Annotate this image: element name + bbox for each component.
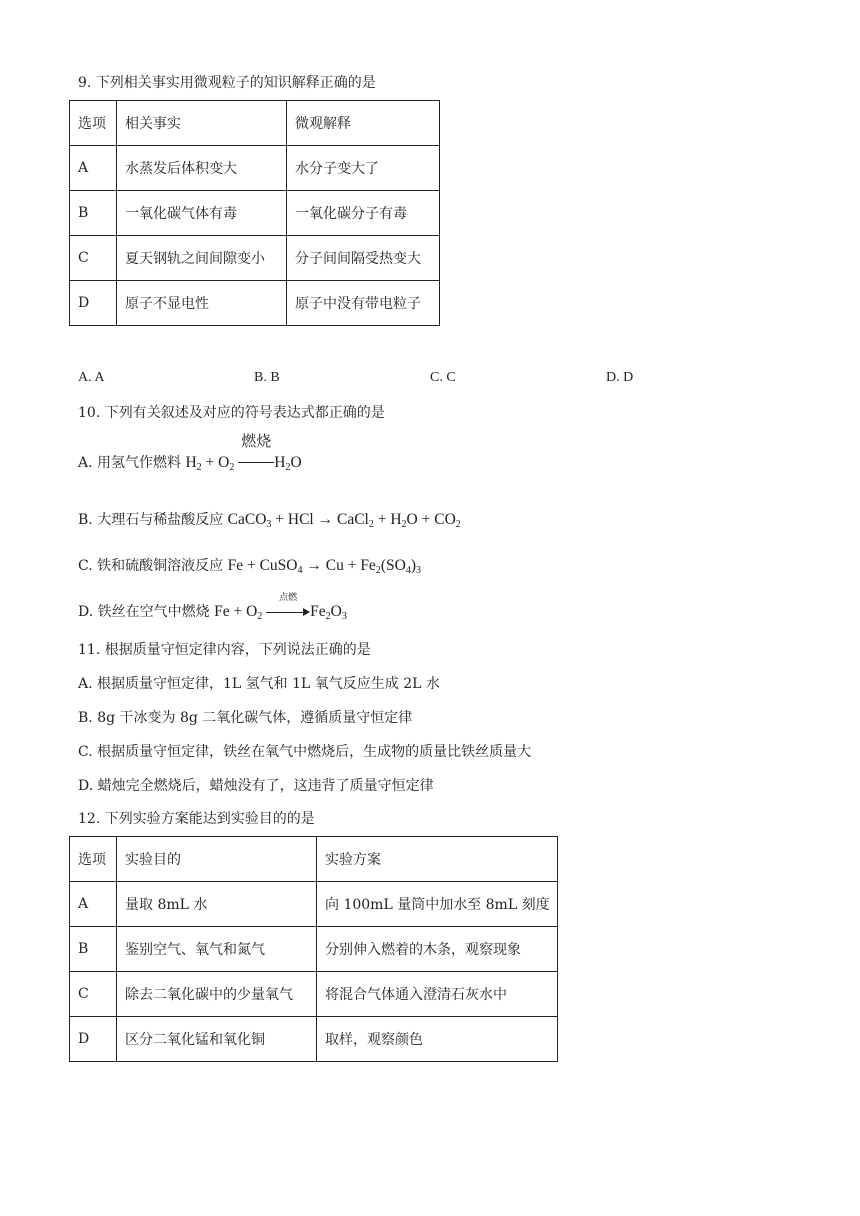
option-text: D. 铁丝在空气中燃烧 (78, 604, 210, 620)
q12-stem: 12. 下列实验方案能达到实验目的的是 (78, 811, 315, 827)
q11-option-b[interactable]: B. 8g 干冰变为 8g 二氧化碳气体，遵循质量守恒定律 (78, 710, 413, 726)
option-text: B. 大理石与稀盐酸反应 (78, 512, 224, 528)
q9-option-c[interactable]: C. C (430, 370, 456, 385)
table-cell: 取样，观察颜色 (317, 1017, 558, 1062)
table-cell: A (70, 146, 117, 191)
table-row (70, 236, 440, 281)
q11-stem: 11. 根据质量守恒定律内容，下列说法正确的是 (78, 642, 371, 658)
table-cell: B (70, 927, 117, 972)
table-cell: 一氧化碳分子有毒 (287, 191, 440, 236)
table-cell: 量取 8mL 水 (117, 882, 317, 927)
q11-option-a[interactable]: A. 根据质量守恒定律，1L 氢气和 1L 氧气反应生成 2L 水 (78, 676, 440, 692)
table-header-cell: 实验目的 (117, 837, 317, 882)
table-cell: 除去二氧化碳中的少量氧气 (117, 972, 317, 1017)
q10-stem: 10. 下列有关叙述及对应的符号表达式都正确的是 (78, 405, 385, 421)
table-cell: 水分子变大了 (287, 146, 440, 191)
q9-option-a[interactable]: A. A (78, 370, 105, 385)
equation-c: Fe + CuSO$_4$ → $Cu + Fe_2(SO_4)_3$ (227, 557, 421, 576)
table-cell: 一氧化碳气体有毒 (117, 191, 287, 236)
table-row (70, 882, 558, 927)
q9-option-d[interactable]: D. D (606, 370, 634, 385)
table-cell: B (70, 191, 117, 236)
table-header-cell: 选项 (70, 101, 117, 146)
table-cell: 原子中没有带电粒子 (287, 281, 440, 326)
table-cell: 夏天钢轨之间间隙变小 (117, 236, 287, 281)
table-cell: C (70, 236, 117, 281)
table-cell: 分子间间隔受热变大 (287, 236, 440, 281)
equation-a: $H_2 + O_2$ 燃烧 $H_2O$ (185, 434, 302, 473)
q12-table (69, 836, 558, 1062)
reaction-condition: 点燃 (279, 592, 298, 602)
table-cell: 将混合气体通入澄清石灰水中 (317, 972, 558, 1017)
table-header-cell: 选项 (70, 837, 117, 882)
table-cell: 原子不显电性 (117, 281, 287, 326)
q10-option-a[interactable] (78, 434, 302, 473)
table-row (70, 1017, 558, 1062)
equation-b: CaCO$_3$ + HCl → CaCl$_2$ + $H_2O + CO_2$ (227, 511, 461, 530)
table-row (70, 146, 440, 191)
q11-option-c[interactable]: C. 根据质量守恒定律，铁丝在氧气中燃烧后，生成物的质量比铁丝质量大 (78, 744, 532, 760)
table-row (70, 281, 440, 326)
table-cell: 鉴别空气、氧气和氮气 (117, 927, 317, 972)
table-cell: 分别伸入燃着的木条，观察现象 (317, 927, 558, 972)
table-row (70, 972, 558, 1017)
table-cell: 区分二氧化锰和氧化铜 (117, 1017, 317, 1062)
option-text: A. 用氢气作燃料 (78, 455, 182, 471)
q9-option-b[interactable]: B. B (254, 370, 280, 385)
table-row (70, 927, 558, 972)
equation-d: $Fe + O_2$ 点燃 $Fe_2O_3$ (214, 592, 347, 622)
table-cell: C (70, 972, 117, 1017)
table-header-cell: 相关事实 (117, 101, 287, 146)
table-cell: D (70, 1017, 117, 1062)
q10-option-d[interactable] (78, 592, 347, 622)
table-header-cell: 微观解释 (287, 101, 440, 146)
q9-table (69, 100, 440, 326)
table-header-row (70, 837, 558, 882)
table-header-row (70, 101, 440, 146)
arrow-icon (266, 607, 310, 617)
table-cell: 水蒸发后体积变大 (117, 146, 287, 191)
q10-option-c[interactable] (78, 556, 421, 576)
table-header-cell: 实验方案 (317, 837, 558, 882)
table-cell: D (70, 281, 117, 326)
table-cell: 向 100mL 量筒中加水至 8mL 刻度 (317, 882, 558, 927)
reaction-condition: 燃烧 (241, 434, 272, 450)
q9-stem: 9. 下列相关事实用微观粒子的知识解释正确的是 (78, 75, 376, 91)
q11-option-d[interactable]: D. 蜡烛完全燃烧后，蜡烛没有了，这违背了质量守恒定律 (78, 778, 434, 794)
table-cell: A (70, 882, 117, 927)
table-row (70, 191, 440, 236)
option-text: C. 铁和硫酸铜溶液反应 (78, 558, 224, 574)
q10-option-b[interactable] (78, 510, 461, 530)
